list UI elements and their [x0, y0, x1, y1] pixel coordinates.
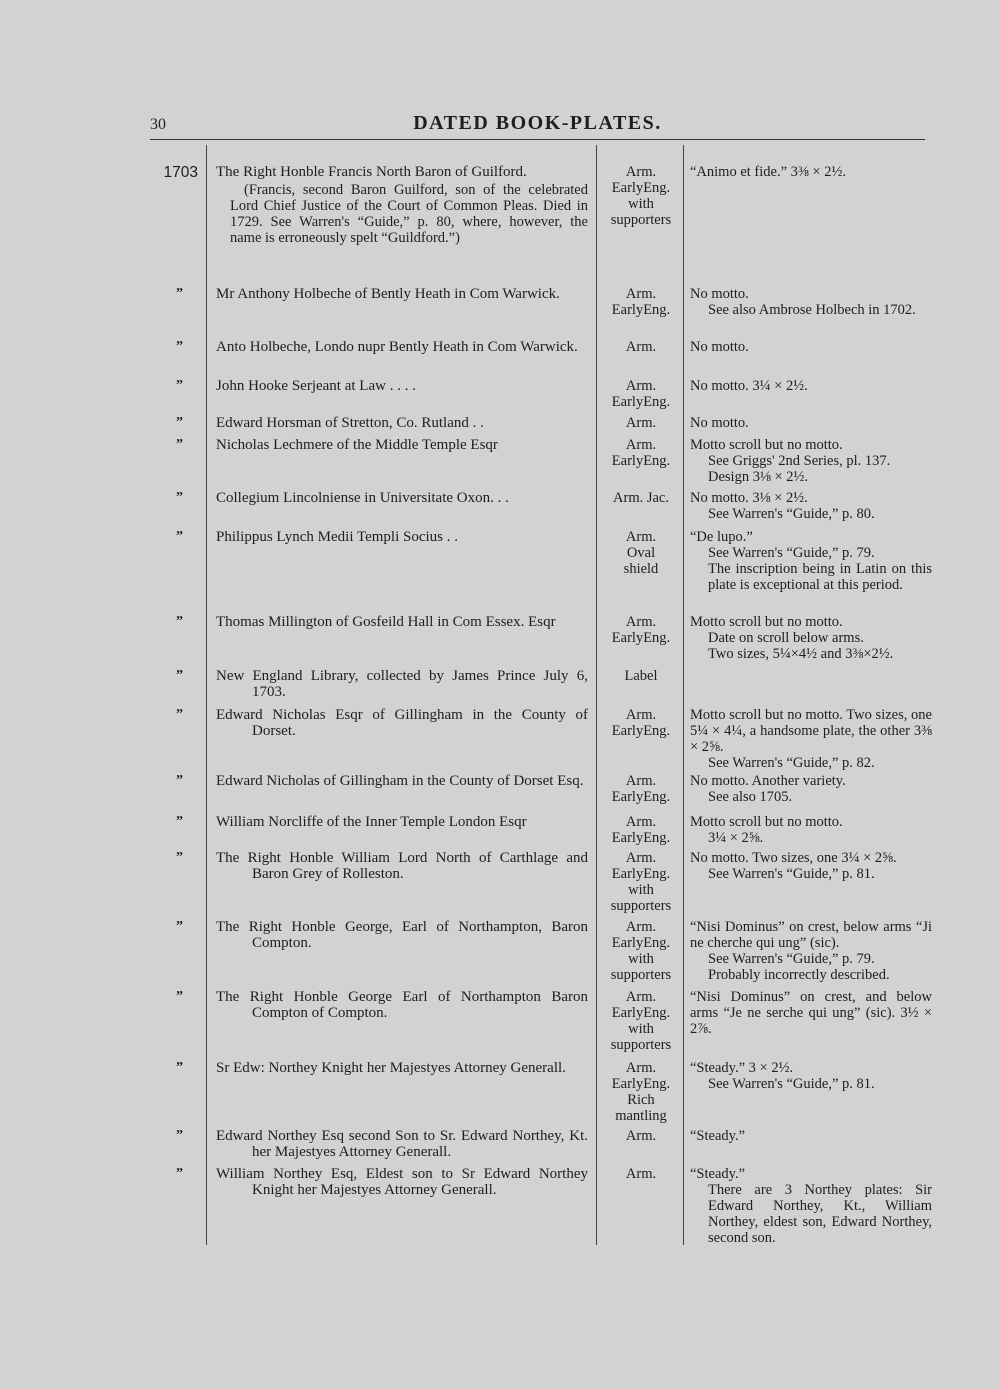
style-cell: [600, 1060, 682, 1124]
remark-line: Motto scroll but no motto.: [690, 437, 843, 453]
owner-name: John Hooke Serjeant at Law . . . .: [216, 378, 416, 394]
style-cell: [600, 164, 682, 228]
owner-cell: [216, 919, 588, 951]
owner-cell: [216, 814, 588, 830]
remark-line: No motto. Another variety.: [690, 773, 846, 789]
style-cell: [600, 1166, 682, 1182]
remarks-cell: [690, 415, 932, 431]
style-line: Arm.: [625, 989, 657, 1005]
remark-line: No motto.: [690, 339, 749, 355]
remark-line: See Warren's “Guide,” p. 81.: [708, 866, 875, 882]
style-line: mantling: [615, 1108, 667, 1124]
ditto-mark: ”: [176, 814, 183, 829]
year-label: 1703: [163, 164, 198, 181]
owner-cell: [216, 286, 588, 302]
style-line: EarlyEng.: [611, 1076, 671, 1092]
remark-line: No motto. 3⅛ × 2½.: [690, 490, 808, 506]
style-line: Arm.: [625, 707, 657, 723]
owner-note: (Francis, second Baron Guilford, son of the celebrated Lord Chief Justice of the Court of Common Pleas. Died in 1729. See Warren's “Guide,” p. 80, where, however, the name is erroneously spelt “Guildford.”): [230, 182, 588, 246]
remark-line: No motto.: [690, 415, 749, 431]
page-number: 30: [150, 116, 166, 133]
remarks-cell: [690, 286, 932, 318]
style-cell: [600, 415, 682, 431]
style-line: with: [628, 882, 654, 898]
remarks-cell: [690, 919, 932, 983]
remarks-cell: [690, 773, 932, 805]
remarks-cell: [690, 339, 932, 355]
style-line: Arm.: [625, 1166, 657, 1182]
remarks-cell: [690, 614, 932, 662]
style-line: EarlyEng.: [611, 302, 671, 318]
header-rule: [150, 139, 925, 140]
style-cell: [600, 919, 682, 983]
style-line: shield: [623, 561, 659, 577]
style-cell: [600, 707, 682, 739]
owner-name: Philippus Lynch Medii Templi Socius . .: [216, 529, 459, 545]
remark-line: See Warren's “Guide,” p. 79.: [708, 951, 875, 967]
remark-line: Design 3⅛ × 2½.: [708, 469, 809, 485]
remark-line: See Warren's “Guide,” p. 81.: [708, 1076, 875, 1092]
ditto-mark: ”: [176, 1128, 183, 1143]
owner-cell: [216, 1166, 588, 1198]
remarks-cell: [690, 814, 932, 846]
ditto-mark: ”: [176, 378, 183, 393]
remark-line: “Nisi Dominus” on crest, and below arms “Je ne serche qui ung” (sic). 3½ × 2⅞.: [690, 989, 932, 1037]
remark-line: “Steady.” 3 × 2½.: [690, 1060, 794, 1076]
style-line: Arm.: [625, 378, 657, 394]
style-cell: [600, 614, 682, 646]
owner-name: Edward Nicholas Esqr of Gillingham in the County of Dorset.: [216, 707, 588, 739]
style-cell: [600, 490, 682, 506]
owner-name: Nicholas Lechmere of the Middle Temple Esqr: [216, 437, 498, 453]
style-cell: [600, 437, 682, 469]
remark-line: Motto scroll but no motto. Two sizes, one 5¼ × 4¼, a handsome plate, the other 3⅜ × 2⅝.: [690, 707, 932, 755]
column-rule-owner: [596, 145, 597, 1245]
ditto-mark: ”: [176, 1166, 183, 1181]
owner-cell: [216, 773, 588, 789]
ditto-mark: ”: [176, 989, 183, 1004]
remarks-cell: [690, 378, 932, 394]
owner-cell: [216, 668, 588, 700]
remarks-cell: [690, 437, 932, 485]
style-cell: [600, 668, 682, 684]
owner-name: The Right Honble William Lord North of Carthlage and Baron Grey of Rolleston.: [216, 850, 588, 882]
owner-cell: [216, 378, 588, 394]
style-line: EarlyEng.: [611, 723, 671, 739]
remark-line: Probably incorrectly described.: [708, 967, 890, 983]
style-line: Arm.: [625, 814, 657, 830]
style-line: supporters: [610, 967, 672, 983]
style-line: Arm.: [625, 415, 657, 431]
remark-line: No motto. Two sizes, one 3¼ × 2⅝.: [690, 850, 897, 866]
owner-name: Edward Horsman of Stretton, Co. Rutland . .: [216, 415, 484, 431]
style-line: Arm. Jac.: [613, 490, 669, 506]
style-line: EarlyEng.: [611, 1005, 671, 1021]
column-rule-style: [683, 145, 684, 1245]
page-header: [150, 112, 925, 138]
owner-cell: [216, 529, 588, 545]
owner-cell: [216, 415, 588, 431]
remark-line: See Warren's “Guide,” p. 82.: [708, 755, 875, 771]
style-line: Arm.: [625, 773, 657, 789]
owner-cell: [216, 437, 588, 453]
remark-line: “De lupo.”: [690, 529, 753, 545]
style-line: EarlyEng.: [611, 866, 671, 882]
remark-line: “Nisi Dominus” on crest, below arms “Ji ne cherche qui ung” (sic).: [690, 919, 932, 951]
style-line: supporters: [610, 212, 672, 228]
ditto-mark: ”: [176, 850, 183, 865]
owner-name: New England Library, collected by James Prince July 6, 1703.: [216, 668, 588, 700]
remarks-cell: [690, 707, 932, 771]
remarks-cell: [690, 164, 932, 180]
remarks-cell: [690, 1166, 932, 1246]
ditto-mark: ”: [176, 286, 183, 301]
owner-cell: [216, 1060, 588, 1076]
style-line: Arm.: [625, 1128, 657, 1144]
style-line: Arm.: [625, 339, 657, 355]
ditto-mark: ”: [176, 1060, 183, 1075]
remark-line: No motto.: [690, 286, 749, 302]
owner-name: Edward Nicholas of Gillingham in the County of Dorset Esq.: [216, 773, 584, 789]
style-line: Arm.: [625, 286, 657, 302]
style-line: EarlyEng.: [611, 394, 671, 410]
owner-name: The Right Honble Francis North Baron of Guilford.: [216, 164, 527, 180]
remarks-cell: [690, 850, 932, 882]
remark-line: “Animo et fide.” 3⅜ × 2½.: [690, 164, 846, 180]
style-line: with: [628, 951, 654, 967]
owner-name: Mr Anthony Holbeche of Bently Heath in Com Warwick.: [216, 286, 560, 302]
remark-line: “Steady.”: [690, 1166, 746, 1182]
owner-name: Thomas Millington of Gosfeild Hall in Com Essex. Esqr: [216, 614, 556, 630]
style-line: EarlyEng.: [611, 453, 671, 469]
ditto-mark: ”: [176, 773, 183, 788]
ditto-mark: ”: [176, 490, 183, 505]
style-line: Arm.: [625, 529, 657, 545]
owner-cell: [216, 614, 588, 630]
style-line: EarlyEng.: [611, 935, 671, 951]
style-cell: [600, 773, 682, 805]
remark-line: See Griggs' 2nd Series, pl. 137.: [708, 453, 891, 469]
style-line: with: [628, 1021, 654, 1037]
ditto-mark: ”: [176, 614, 183, 629]
remark-line: Motto scroll but no motto.: [690, 614, 843, 630]
owner-cell: [216, 707, 588, 739]
style-cell: [600, 989, 682, 1053]
style-line: Arm.: [625, 919, 657, 935]
style-line: Label: [624, 668, 658, 684]
remark-line: Motto scroll but no motto.: [690, 814, 843, 830]
style-cell: [600, 814, 682, 846]
owner-name: Edward Northey Esq second Son to Sr. Edward Northey, Kt. her Majestyes Attorney Generall.: [216, 1128, 588, 1160]
style-line: Oval: [626, 545, 656, 561]
owner-name: The Right Honble George Earl of Northampton Baron Compton of Compton.: [216, 989, 588, 1021]
style-line: supporters: [610, 898, 672, 914]
remarks-cell: [690, 1128, 932, 1144]
style-line: EarlyEng.: [611, 830, 671, 846]
remark-line: See also Ambrose Holbech in 1702.: [708, 302, 916, 318]
style-line: EarlyEng.: [611, 180, 671, 196]
style-cell: [600, 1128, 682, 1144]
style-line: EarlyEng.: [611, 630, 671, 646]
style-line: Arm.: [625, 614, 657, 630]
remarks-cell: [690, 490, 932, 522]
owner-name: William Norcliffe of the Inner Temple London Esqr: [216, 814, 527, 830]
owner-name: William Northey Esq, Eldest son to Sr Edward Northey Knight her Majestyes Attorney Generall.: [216, 1166, 588, 1198]
style-line: Arm.: [625, 164, 657, 180]
owner-cell: [216, 339, 588, 355]
style-cell: [600, 850, 682, 914]
style-line: Arm.: [625, 850, 657, 866]
style-line: EarlyEng.: [611, 789, 671, 805]
owner-cell: [216, 850, 588, 882]
remark-line: Date on scroll below arms.: [708, 630, 864, 646]
owner-cell: [216, 490, 588, 506]
style-cell: [600, 529, 682, 577]
owner-cell: [216, 164, 588, 246]
remark-line: 3¼ × 2⅝.: [708, 830, 764, 846]
owner-name: Collegium Lincolniense in Universitate Oxon. . .: [216, 490, 509, 506]
owner-name: Sr Edw: Northey Knight her Majestyes Attorney Generall.: [216, 1060, 566, 1076]
owner-cell: [216, 989, 588, 1021]
style-line: Arm.: [625, 437, 657, 453]
remark-line: “Steady.”: [690, 1128, 746, 1144]
style-line: Rich: [627, 1092, 655, 1108]
remark-line: The inscription being in Latin on this plate is exceptional at this period.: [708, 561, 932, 593]
remark-line: See also 1705.: [708, 789, 793, 805]
style-cell: [600, 286, 682, 318]
running-title: DATED BOOK-PLATES.: [413, 112, 662, 134]
column-rule-year: [206, 145, 207, 1245]
ditto-mark: ”: [176, 668, 183, 683]
owner-name: Anto Holbeche, Londo nupr Bently Heath in Com Warwick.: [216, 339, 578, 355]
ditto-mark: ”: [176, 339, 183, 354]
style-cell: [600, 339, 682, 355]
remark-line: Two sizes, 5¼×4½ and 3⅜×2½.: [708, 646, 894, 662]
ditto-mark: ”: [176, 919, 183, 934]
ditto-mark: ”: [176, 415, 183, 430]
remarks-cell: [690, 989, 932, 1037]
remark-line: No motto. 3¼ × 2½.: [690, 378, 808, 394]
ditto-mark: ”: [176, 529, 183, 544]
style-cell: [600, 378, 682, 410]
owner-name: The Right Honble George, Earl of Northampton, Baron Compton.: [216, 919, 588, 951]
remark-line: There are 3 Northey plates: Sir Edward Northey, Kt., William Northey, eldest son, Edward Northey, second son.: [708, 1182, 932, 1246]
style-line: with: [628, 196, 654, 212]
remark-line: See Warren's “Guide,” p. 80.: [708, 506, 875, 522]
remarks-cell: [690, 1060, 932, 1092]
ditto-mark: ”: [176, 707, 183, 722]
ditto-mark: ”: [176, 437, 183, 452]
style-line: Arm.: [625, 1060, 657, 1076]
remark-line: See Warren's “Guide,” p. 79.: [708, 545, 875, 561]
remarks-cell: [690, 529, 932, 593]
owner-cell: [216, 1128, 588, 1160]
style-line: supporters: [610, 1037, 672, 1053]
